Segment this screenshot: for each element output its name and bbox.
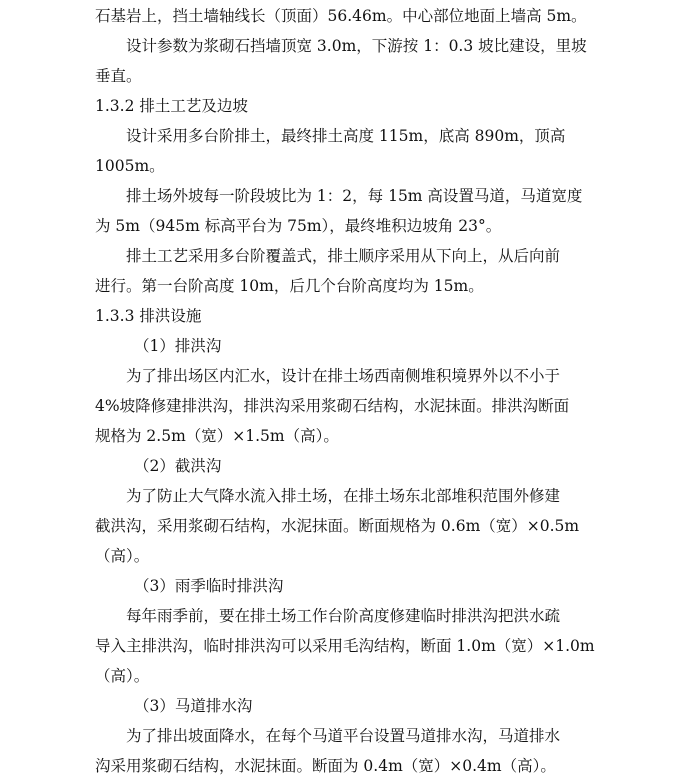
text-line: 1005m。 [95,157,165,175]
text-line: （高）。 [95,667,150,685]
subsection-heading: （1）排洪沟 [134,337,222,355]
text-line: 垂直。 [95,67,142,85]
text-line: 石基岩上，挡土墙轴线长（顶面）56.46m。中心部位地面上墙高 5m。 [95,7,587,25]
subsection-heading: （3）雨季临时排洪沟 [134,577,284,595]
text-line: （高）。 [95,547,150,565]
text-line: 为了排出场区内汇水，设计在排土场西南侧堆积境界外以不小于 [126,367,561,385]
text-line: 4%坡降修建排洪沟，排洪沟采用浆砌石结构，水泥抹面。排洪沟断面 [95,397,570,415]
text-line: 排土工艺采用多台阶覆盖式，排土顺序采用从下向上，从后向前 [126,247,561,265]
text-line: 设计参数为浆砌石挡墙顶宽 3.0m，下游按 1：0.3 坡比建设，里坡 [126,37,587,55]
text-line: 进行。第一台阶高度 10m，后几个台阶高度均为 15m。 [95,277,484,295]
text-line: 为 5m（945m 标高平台为 75m），最终堆积边坡角 23°。 [95,217,502,235]
text-line: 排土场外坡每一阶段坡比为 1：2，每 15m 高设置马道，马道宽度 [126,187,583,205]
subsection-heading: （3）马道排水沟 [134,697,253,715]
text-line: 截洪沟，采用浆砌石结构，水泥抹面。断面规格为 0.6m（宽）×0.5m [95,517,580,535]
text-line: 每年雨季前，要在排土场工作台阶高度修建临时排洪沟把洪水疏 [126,607,561,625]
text-line: 为了排出坡面降水，在每个马道平台设置马道排水沟，马道排水 [126,727,561,745]
text-line: 沟采用浆砌石结构，水泥抹面。断面为 0.4m（宽）×0.4m（高）。 [95,757,556,775]
text-line: 导入主排洪沟，临时排洪沟可以采用毛沟结构，断面 1.0m（宽）×1.0m [95,637,595,655]
section-heading: 1.3.2 排土工艺及边坡 [95,97,248,115]
text-line: 设计采用多台阶排土，最终排土高度 115m，底高 890m，顶高 [126,127,566,145]
section-heading: 1.3.3 排洪设施 [95,307,202,325]
subsection-heading: （2）截洪沟 [134,457,222,475]
text-line: 规格为 2.5m（宽）×1.5m（高）。 [95,427,339,445]
text-line: 为了防止大气降水流入排土场，在排土场东北部堆积范围外修建 [126,487,561,505]
